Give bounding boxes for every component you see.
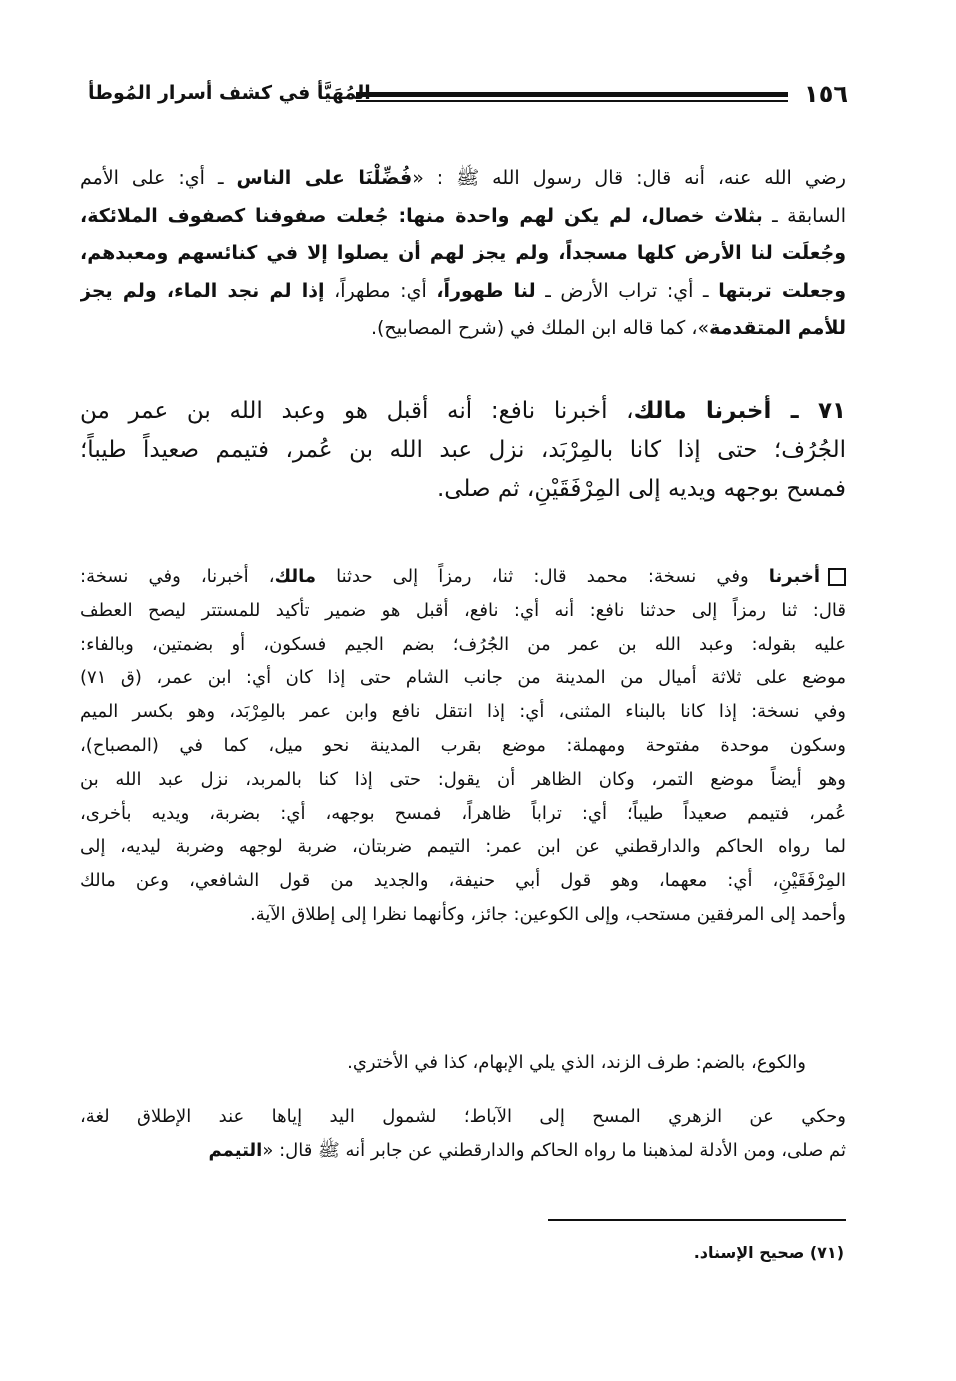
note-line — [347, 1046, 806, 1080]
text-segment: وهو أيضاً موضع التمر، وكان الظاهر أن يقول: حتى إذا كنا بالمربد، نزل عبد الله بن — [80, 768, 846, 790]
bold-text: لنا طهوراً، — [436, 279, 536, 302]
footnote-rule — [548, 1219, 846, 1221]
text-line — [80, 1100, 846, 1134]
text-line — [80, 729, 846, 763]
square-marker-icon — [828, 568, 846, 586]
bold-text: فُضِّلْنَا على الناس — [236, 167, 413, 189]
text-segment: وفي نسخة: محمد قال: ثنا، رمزاً إلى حدثنا — [316, 566, 769, 587]
bold-text: وجعلت تربتها — [718, 279, 846, 302]
text-segment: وسكون موحدة مفتوحة ومهملة: موضع بقرب المدينة نحو ميل، كما في (المصباح)، — [80, 734, 846, 756]
text-line — [80, 797, 846, 831]
text-line — [80, 830, 846, 864]
text-line — [80, 763, 846, 797]
text-segment: المِرْفَقَيْنِ، أي: معهما، وهو قول أبي حنيفة، والجديد من قول الشافعي، وعن مالك — [80, 870, 846, 892]
text-line — [80, 594, 846, 628]
bold-text: ٧١ ـ أخبرنا مالك — [633, 398, 846, 424]
header-rule-thin — [356, 100, 788, 102]
book-title: المُهَيَّأ في كشف أسرار المُوطأ — [88, 82, 371, 104]
text-line — [80, 661, 846, 695]
text-segment: لما رواه الحاكم والدارقطني عن ابن عمر: التيمم ضربتان، ضربة لوجهه وضربة ليديه، إلى — [80, 836, 846, 858]
text-line — [80, 560, 846, 594]
text-line — [80, 160, 846, 198]
header-rule — [356, 92, 788, 97]
text-segment: وحكي عن الزهري المسح إلى الآباط؛ لشمول اليد إياها عند الإطلاق لغة، — [80, 1106, 846, 1127]
text-segment: الجُرُف؛ حتى إذا كانا بالمِرْبَد، نزل عبد الله بن عُمر، فتيمم صعيداً طيباً؛ — [80, 437, 846, 463]
text-segment: ، أخبرنا نافع: أنه أقبل هو وعبد الله بن عمر من — [80, 398, 634, 424]
bold-text: وجُعلَت لنا الأرض كلها مسجداً، ولم يجز لهم أن يصلوا إلا في كنائسهم ومعبدهم، — [80, 242, 846, 264]
text-line — [80, 470, 846, 509]
text-line — [80, 898, 846, 932]
text-line — [80, 1134, 846, 1168]
text-segment: السابقة ـ — [762, 204, 846, 227]
text-line — [80, 695, 846, 729]
text-segment: عُمر، فتيمم صعيداً طيباً؛ أي: تراباً ظاهراً، فمسح بوجهه، أي: بضربة، ويديه بأخرى، — [80, 802, 846, 824]
text-line — [80, 864, 846, 898]
text-segment: قال: ثنا رمزاً إلى حدثنا نافع: أنه أي: نافع، أقبل هو ضمير تأكيد للمستتر ليصح العطف — [80, 599, 846, 621]
text-segment: رضي الله عنه، أنه قال: قال رسول الله ﷺ : « — [412, 167, 846, 189]
text-line — [80, 310, 846, 348]
text-segment: ثم صلى، ومن الأدلة لمذهبنا ما رواه الحاكم والدارقطني عن جابر أنه ﷺ قال: « — [262, 1139, 846, 1161]
text-segment: أي: مطهراً، — [324, 279, 437, 302]
text-segment: فمسح بوجهه ويديه إلى المِرْفَقَيْنِ، ثم صلى. — [436, 476, 846, 502]
text-segment: وأحمد إلى المرفقين مستحب، وإلى الكوعين: جائز، وكأنهما نظرا إلى إطلاق الآية. — [249, 903, 846, 925]
bold-text: التيمم — [208, 1139, 263, 1161]
text-segment: »، كما قاله ابن الملك في (شرح المصابيح). — [370, 317, 710, 339]
text-line — [80, 431, 846, 470]
footnote: (٧١) صحيح الإسناد. — [693, 1243, 844, 1262]
text-line — [80, 273, 846, 311]
hadith-71 — [80, 392, 846, 509]
note-text: والكوع، بالضم: طرف الزند، الذي يلي الإبهام، كذا في الأختري. — [347, 1052, 806, 1073]
closing-paragraph — [80, 1100, 846, 1168]
bold-text: بثلاث خصال، لم يكن لهم واحدة منها: جُعلت صفوفنا كصفوف الملائكة، — [80, 204, 763, 227]
commentary — [80, 560, 846, 932]
bold-text: للأمم المتقدمة — [709, 317, 846, 339]
bold-text: إذا لم نجد الماء، ولم يجز — [80, 279, 325, 302]
text-segment: ـ أي: تراب الأرض ـ — [535, 279, 719, 302]
text-segment: ـ أي: على الأمم — [80, 167, 237, 189]
text-segment: ، أخبرنا، وفي نسخة: — [80, 566, 275, 587]
text-segment: وفي نسخة: إذا كانا بالبناء المثنى، أي: إذا انتقل نافع وابن عمر بالمِرْبَد، وهو بكسر الميم — [80, 701, 846, 723]
text-segment: موضع على ثلاثة أميال من المدينة من جانب الشام حتى إذا كان أي: ابن عمر، (ق ٧١) — [80, 667, 846, 689]
text-line — [80, 198, 846, 236]
page-header — [88, 78, 848, 114]
paragraph-1 — [80, 160, 846, 348]
text-line — [80, 235, 846, 273]
bold-text: أخبرنا — [768, 566, 820, 587]
text-segment: عليه بقوله: وعبد الله بن عمر من الجُرُف؛ بضم الجيم فسكون، أو بضمتين، وبالفاء: — [80, 633, 846, 655]
text-line — [80, 628, 846, 662]
bold-text: مالك — [274, 566, 316, 587]
page-number: ١٥٦ — [804, 80, 848, 108]
text-line — [80, 392, 846, 431]
